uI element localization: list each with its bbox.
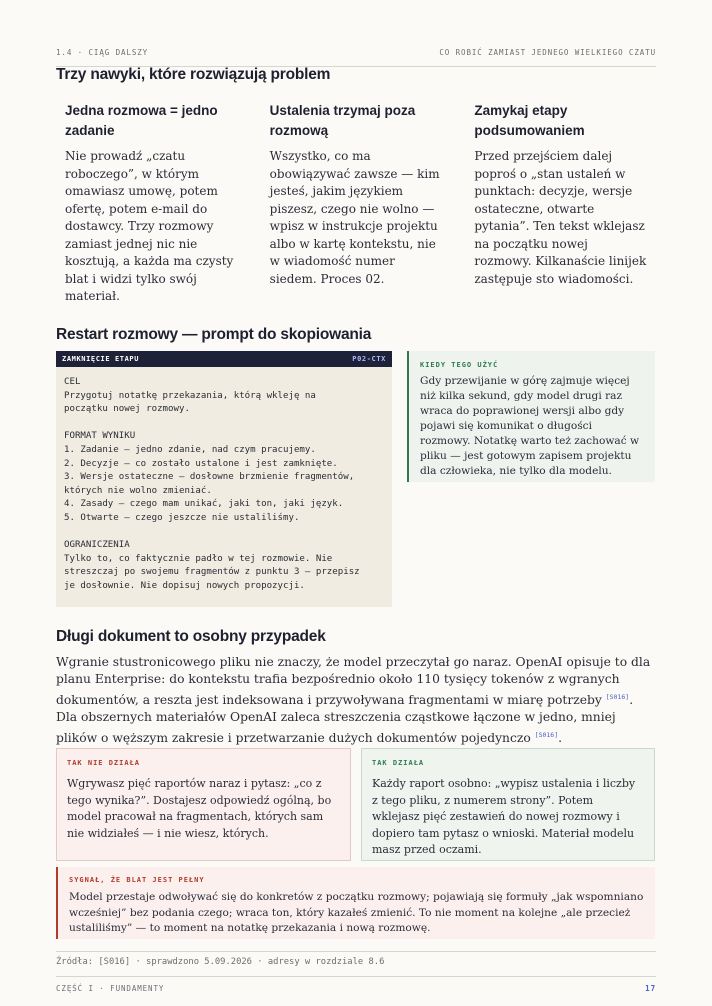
habit-card [465,101,656,306]
prompt-line: FORMAT WYNIKU [64,431,136,442]
long-doc-heading: Długi dokument to osobny przypadek [56,628,326,645]
prompt-line: 1. Zadanie — jedno zdanie, nad czym pracujemy. [64,444,316,455]
prompt-blank-line [64,417,384,431]
bad-example-label: TAK NIE DZIAŁA [67,759,141,767]
prompt-line: 5. Otwarte — czego jeszcze nie ustaliliśmy. [64,512,300,523]
header-section: 1.4 · CIĄG DALSZY [56,48,149,57]
signal-label: SYGNAŁ, ŻE BLAT JEST PEŁNY [69,876,205,884]
prompt-text[interactable] [56,367,392,594]
prompt-line: których nie wolno zmieniać. [64,485,212,496]
prompt-line: początku nowej rozmowy. [64,404,190,415]
prompt-line: 2. Decyzje — co zostało ustalone i jest zamknięte. [64,458,338,469]
prompt-block[interactable] [56,351,392,607]
habits-heading: Trzy nawyki, które rozwiązują problem [56,66,331,83]
note-label: KIEDY TEGO UŻYĆ [420,361,499,369]
habit-text: Przed przejściem dalej poproś o „stan ustaleń w punktach: decyzje, wersje ostateczne, otwarte pytania”. Ten tekst wklejasz na początku nowej rozmowy. Kilkanaście linijek zastępuje sto wiadomości. [474,149,647,286]
prompt-header [56,351,392,367]
habit-card [261,101,452,306]
long-doc-paragraph [56,654,656,747]
prompt-line: CEL [64,377,81,387]
source-ref[interactable]: [S016] [605,692,630,701]
running-footer [56,976,656,993]
good-example-text: Każdy raport osobno: „wypisz ustalenia i liczby z tego pliku, z numerem strony”. Potem wklejasz pięć zestawień do nowej rozmowy i dopiero tam pytasz o wnioski. Materiał modelu masz przed oczami. [372,777,636,856]
habit-text: Nie prowadź „czatu roboczego”, w którym omawiasz umowę, potem ofertę, potem e-mail do dostawcy. Trzy rozmowy zamiast jednej nic nie kosztują, a każda ma czysty blat i widzi tylko swój materiał. [65,149,234,303]
paragraph-part: . [558,730,563,745]
prompt-blank-line [64,526,384,540]
paragraph-part: Wgranie stustronicowego pliku nie znaczy, że model przeczytał go naraz. OpenAI opisuje to dla planu Enterprise: do kontekstu trafia bezpośrednio około 110 tysięcy tokenów z wgranych dokumentów, a reszta jest indeksowana i przywoływana fragmentami w miarę potrzeby [56,655,651,707]
prompt-line: Tylko to, co faktycznie padło w tej rozmowie. Nie [64,553,333,564]
bad-example-box [56,748,351,861]
paragraph-part: . Dla obszernych materiałów OpenAI zaleca streszczenia cząstkowe łączone w jedno, mniej plików o węższym zakresie i przetwarzanie dużych dokumentów pojedynczo [56,692,634,745]
good-example-label: TAK DZIAŁA [372,759,425,767]
prompt-line: je dosłownie. Nie dopisuj nowych propozycji. [64,580,305,591]
habit-title: Ustalenia trzymaj poza rozmową [269,103,416,138]
when-to-use-note [407,351,655,482]
prompt-line: 4. Zasady — czego mam unikać, jaki ton, jaki język. [64,499,344,510]
habit-card [56,101,247,306]
habit-text: Wszystko, co ma obowiązywać zawsze — kim jesteś, jakim językiem piszesz, czego nie wolno — wpisz w instrukcje projektu albo w kartę kontekstu, nie w wiadomość numer siedem. Proces 02. [269,149,440,286]
page-number: 17 [645,984,656,993]
prompt-line: OGRANICZENIA [64,540,130,551]
bad-example-text: Wgrywasz pięć raportów naraz i pytasz: „co z tego wynika?”. Dostajesz odpowiedź ogólną, bo model pracował na fragmentach, których sam nie widziałeś — i nie wiesz, których. [67,777,332,840]
running-header [56,48,656,67]
signal-callout [56,867,655,939]
restart-heading: Restart rozmowy — prompt do skopiowania [56,326,372,343]
prompt-code: P02-CTX [352,355,386,363]
habit-title: Zamykaj etapy podsumowaniem [474,103,585,138]
prompt-line: Przygotuj notatkę przekazania, którą wkleję na [64,390,316,401]
prompt-line: 3. Wersje ostateczne — dosłowne brzmienie fragmentów, [64,472,355,483]
note-text: Gdy przewijanie w górę zajmuje więcej niż kilka sekund, gdy model drugi raz wraca do poprawionej wersji albo gdy pojawi się komunikat o długości rozmowy. Notatkę warto też zachować w pliku — jest gotowym zapisem projektu dla człowieka, nie tylko dla modelu. [420,375,640,477]
good-example-box [361,748,655,861]
header-chapter-title: CO ROBIĆ ZAMIAST JEDNEGO WIELKIEGO CZATU [439,48,656,57]
prompt-label: ZAMKNIĘCIE ETAPU [62,355,140,363]
signal-text: Model przestaje odwoływać się do konkretów z początku rozmowy; pojawiają się formuły „jak wspomniano wcześniej” bez podania czego; wraca ton, który kazałeś zmienić. To nie moment na kolejne „ale przecież ustaliliśmy” — to moment na notatkę przekazania i nową rozmowę. [69,891,644,934]
footer-part: CZĘŚĆ I · FUNDAMENTY [56,984,165,993]
habit-title: Jedna rozmowa = jedno zadanie [65,103,218,138]
source-ref[interactable]: [S016] [534,730,559,739]
sources-line: Źródła: [S016] · sprawdzono 5.09.2026 · adresy w rozdziale 8.6 [56,951,656,967]
habits-columns [56,101,656,306]
prompt-line: streszczaj po swojemu fragmentów z punktu 3 — przepisz [64,567,360,578]
